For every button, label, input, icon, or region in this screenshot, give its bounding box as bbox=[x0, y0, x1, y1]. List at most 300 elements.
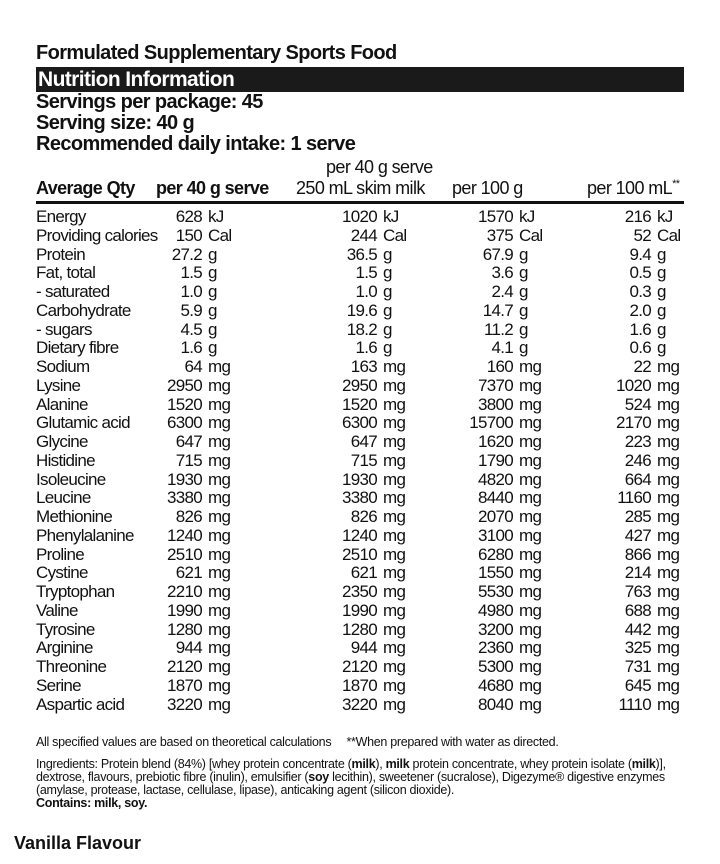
per-serve-value: 4.5 bbox=[180, 319, 202, 339]
milk-unit: g bbox=[383, 300, 392, 320]
section-title: Nutrition Information bbox=[36, 67, 684, 92]
per-serve-unit: mg bbox=[208, 525, 231, 545]
per-100ml-unit: mg bbox=[657, 357, 680, 376]
nutrient-name: Carbohydrate bbox=[36, 300, 131, 320]
per-100ml-unit: mg bbox=[657, 694, 680, 714]
header-per-serve: per 40 g serve bbox=[156, 178, 269, 198]
per-serve-value: 1280 bbox=[166, 619, 202, 639]
per-100g-value: 3200 bbox=[477, 619, 513, 639]
per-100g-value: 11.2 bbox=[483, 319, 513, 339]
milk-value: 944 bbox=[350, 638, 377, 658]
per-100g-unit: mg bbox=[519, 619, 542, 639]
per-100g-value: 160 bbox=[486, 357, 513, 376]
table-row bbox=[36, 433, 684, 452]
per-100ml-value: 427 bbox=[624, 525, 651, 545]
nutrient-name: Tyrosine bbox=[36, 619, 95, 639]
header-average-qty: Average Qty bbox=[36, 178, 135, 198]
milk-unit: mg bbox=[383, 638, 406, 658]
table-row bbox=[36, 377, 684, 396]
per-serve-value: 944 bbox=[175, 638, 202, 658]
milk-value: 3220 bbox=[341, 694, 377, 714]
table-row bbox=[36, 602, 684, 621]
per-100ml-unit: mg bbox=[657, 582, 680, 601]
per-100ml-unit: mg bbox=[657, 675, 680, 695]
milk-value: 244 bbox=[350, 225, 377, 245]
per-100ml-unit: mg bbox=[657, 657, 680, 676]
table-header bbox=[36, 155, 684, 199]
per-100g-value: 3100 bbox=[477, 525, 513, 545]
milk-unit: mg bbox=[383, 600, 406, 620]
milk-unit: mg bbox=[383, 525, 406, 545]
table-row bbox=[36, 321, 684, 340]
per-100ml-value: 731 bbox=[624, 657, 651, 676]
table-row bbox=[36, 396, 684, 415]
nutrient-name: Isoleucine bbox=[36, 469, 106, 489]
per-100g-unit: mg bbox=[519, 525, 542, 545]
per-serve-value: 2210 bbox=[166, 582, 202, 601]
product-title: Formulated Supplementary Sports Food bbox=[36, 42, 397, 64]
per-100g-value: 1570 bbox=[477, 207, 513, 226]
per-100g-unit: mg bbox=[519, 488, 542, 508]
milk-value: 2510 bbox=[341, 544, 377, 564]
milk-value: 6300 bbox=[341, 413, 377, 433]
per-serve-value: 1870 bbox=[166, 675, 202, 695]
per-serve-unit: mg bbox=[208, 375, 231, 395]
per-serve-value: 2950 bbox=[166, 375, 202, 395]
table-row bbox=[36, 227, 684, 246]
per-100ml-unit: mg bbox=[657, 450, 680, 470]
per-100g-unit: mg bbox=[519, 469, 542, 489]
per-100g-unit: g bbox=[519, 263, 528, 283]
per-100g-unit: g bbox=[519, 282, 528, 301]
serving-info bbox=[36, 92, 684, 155]
per-100ml-unit: mg bbox=[657, 563, 680, 583]
flavour-label: Vanilla Flavour bbox=[14, 833, 142, 853]
per-serve-value: 64 bbox=[184, 357, 202, 376]
per-100g-unit: mg bbox=[519, 507, 542, 526]
table-row bbox=[36, 677, 684, 696]
milk-value: 2120 bbox=[341, 657, 377, 676]
table-row bbox=[36, 471, 684, 490]
milk-unit: mg bbox=[383, 675, 406, 695]
table-row bbox=[36, 583, 684, 602]
per-serve-unit: mg bbox=[208, 657, 231, 676]
table-row bbox=[36, 302, 684, 321]
nutrient-name: - sugars bbox=[36, 319, 92, 339]
nutrient-name: Alanine bbox=[36, 394, 88, 414]
per-serve-unit: g bbox=[208, 300, 217, 320]
table-row bbox=[36, 264, 684, 283]
per-serve-value: 1930 bbox=[166, 469, 202, 489]
milk-unit: Cal bbox=[383, 225, 407, 245]
milk-value: 1240 bbox=[341, 525, 377, 545]
per-100g-value: 3.6 bbox=[491, 263, 513, 283]
nutrient-name: Valine bbox=[36, 600, 78, 620]
per-100g-unit: mg bbox=[519, 694, 542, 714]
per-100g-value: 1550 bbox=[477, 563, 513, 583]
nutrition-table bbox=[36, 208, 684, 714]
per-100ml-value: 52 bbox=[633, 225, 651, 245]
ingredients-text bbox=[36, 758, 684, 797]
nutrient-name: Arginine bbox=[36, 638, 93, 658]
table-row bbox=[36, 508, 684, 527]
ingredients-segment: ), bbox=[375, 757, 386, 771]
milk-unit: mg bbox=[383, 563, 406, 583]
per-100ml-unit: g bbox=[657, 244, 666, 264]
per-100ml-value: 325 bbox=[624, 638, 651, 658]
nutrient-name: Histidine bbox=[36, 450, 95, 470]
per-100ml-value: 246 bbox=[624, 450, 651, 470]
per-100ml-value: 2.0 bbox=[629, 300, 651, 320]
header-milk-bottom: 250 mL skim milk bbox=[296, 178, 425, 198]
per-100ml-value: 664 bbox=[624, 469, 651, 489]
per-serve-unit: mg bbox=[208, 469, 231, 489]
per-100ml-value: 763 bbox=[624, 582, 651, 601]
milk-value: 1520 bbox=[341, 394, 377, 414]
per-100g-value: 15700 bbox=[469, 413, 513, 433]
per-serve-unit: mg bbox=[208, 394, 231, 414]
footnote bbox=[36, 736, 684, 749]
per-100g-unit: mg bbox=[519, 375, 542, 395]
milk-value: 1280 bbox=[341, 619, 377, 639]
per-100ml-value: 866 bbox=[624, 544, 651, 564]
per-serve-unit: g bbox=[208, 319, 217, 339]
per-serve-value: 3220 bbox=[166, 694, 202, 714]
per-100ml-unit: mg bbox=[657, 638, 680, 658]
milk-unit: mg bbox=[383, 357, 406, 376]
per-100g-value: 4980 bbox=[477, 600, 513, 620]
allergen-statement: Contains: milk, soy. bbox=[36, 796, 148, 810]
nutrient-name: Providing calories bbox=[36, 225, 158, 245]
per-serve-value: 621 bbox=[175, 563, 202, 583]
per-100ml-value: 216 bbox=[624, 207, 651, 226]
ingredients-segment: protein concentrate, whey protein isolate ( bbox=[409, 757, 632, 771]
per-serve-value: 628 bbox=[175, 207, 202, 226]
header-per-100ml: per 100 mL** bbox=[587, 178, 680, 198]
per-serve-unit: mg bbox=[208, 413, 231, 433]
table-row bbox=[36, 489, 684, 508]
table-row bbox=[36, 621, 684, 640]
per-serve-unit: mg bbox=[208, 544, 231, 564]
allergen-word: soy bbox=[308, 770, 329, 784]
per-100ml-value: 2170 bbox=[615, 413, 651, 433]
nutrient-name: Protein bbox=[36, 244, 85, 264]
milk-value: 1020 bbox=[341, 207, 377, 226]
table-row bbox=[36, 339, 684, 358]
milk-unit: mg bbox=[383, 619, 406, 639]
milk-unit: mg bbox=[383, 375, 406, 395]
per-100g-value: 6280 bbox=[477, 544, 513, 564]
table-row bbox=[36, 658, 684, 677]
per-100g-value: 7370 bbox=[477, 375, 513, 395]
nutrient-name: Methionine bbox=[36, 507, 113, 526]
milk-unit: mg bbox=[383, 450, 406, 470]
header-rule bbox=[36, 201, 684, 204]
nutrient-name: Energy bbox=[36, 207, 86, 226]
table-row bbox=[36, 546, 684, 565]
milk-unit: mg bbox=[383, 394, 406, 414]
nutrient-name: Leucine bbox=[36, 488, 91, 508]
per-100ml-unit: mg bbox=[657, 600, 680, 620]
per-100g-value: 8440 bbox=[477, 488, 513, 508]
per-serve-unit: mg bbox=[208, 638, 231, 658]
per-serve-value: 150 bbox=[175, 225, 202, 245]
milk-unit: mg bbox=[383, 469, 406, 489]
header-per-100ml-marker: ** bbox=[672, 178, 680, 190]
per-100g-value: 4680 bbox=[477, 675, 513, 695]
nutrient-name: Cystine bbox=[36, 563, 88, 583]
per-100ml-unit: g bbox=[657, 282, 666, 301]
milk-value: 1.0 bbox=[355, 282, 377, 301]
milk-value: 1.6 bbox=[355, 338, 377, 358]
per-100ml-value: 1110 bbox=[618, 694, 651, 714]
per-serve-value: 1.5 bbox=[180, 263, 202, 283]
milk-value: 1.5 bbox=[355, 263, 377, 283]
nutrient-name: Proline bbox=[36, 544, 85, 564]
milk-value: 2350 bbox=[341, 582, 377, 601]
per-serve-value: 1520 bbox=[166, 394, 202, 414]
nutrient-name: Phenylalanine bbox=[36, 525, 134, 545]
per-serve-value: 1990 bbox=[166, 600, 202, 620]
per-100ml-unit: mg bbox=[657, 394, 680, 414]
per-100g-unit: g bbox=[519, 338, 528, 358]
per-serve-unit: Cal bbox=[208, 225, 232, 245]
per-serve-value: 1240 bbox=[166, 525, 202, 545]
per-serve-value: 6300 bbox=[166, 413, 202, 433]
per-serve-unit: mg bbox=[208, 619, 231, 639]
milk-value: 1990 bbox=[341, 600, 377, 620]
serving-size: Serving size: 40 g bbox=[36, 112, 195, 134]
per-100g-unit: mg bbox=[519, 357, 542, 376]
nutrition-panel bbox=[36, 40, 684, 714]
recommended-intake: Recommended daily intake: 1 serve bbox=[36, 133, 356, 155]
per-100g-unit: mg bbox=[519, 394, 542, 414]
milk-value: 18.2 bbox=[346, 319, 377, 339]
per-serve-unit: mg bbox=[208, 600, 231, 620]
milk-value: 2950 bbox=[341, 375, 377, 395]
table-row bbox=[36, 527, 684, 546]
milk-unit: g bbox=[383, 263, 392, 283]
nutrient-name: Aspartic acid bbox=[36, 694, 125, 714]
per-100ml-value: 22 bbox=[633, 357, 651, 376]
per-100ml-value: 1.6 bbox=[629, 319, 651, 339]
nutrient-name: Threonine bbox=[36, 657, 107, 676]
table-row bbox=[36, 414, 684, 433]
nutrient-name: Glutamic acid bbox=[36, 413, 130, 433]
footer bbox=[36, 736, 684, 810]
per-100g-value: 14.7 bbox=[482, 300, 513, 320]
per-100g-unit: mg bbox=[519, 544, 542, 564]
per-100ml-unit: mg bbox=[657, 525, 680, 545]
footnote-left: All specified values are based on theoretical calculations bbox=[36, 735, 332, 749]
per-100g-unit: mg bbox=[519, 432, 542, 451]
per-serve-unit: mg bbox=[208, 432, 231, 451]
milk-value: 1870 bbox=[341, 675, 377, 695]
nutrient-name: Dietary fibre bbox=[36, 338, 119, 358]
milk-unit: mg bbox=[383, 582, 406, 601]
milk-unit: mg bbox=[383, 507, 406, 526]
per-100g-value: 2360 bbox=[477, 638, 513, 658]
per-100g-value: 1790 bbox=[477, 450, 513, 470]
per-100ml-unit: g bbox=[657, 263, 666, 283]
per-100g-value: 3800 bbox=[477, 394, 513, 414]
per-100g-value: 2.4 bbox=[491, 282, 513, 301]
per-100g-value: 375 bbox=[486, 225, 513, 245]
nutrient-name: - saturated bbox=[36, 282, 110, 301]
milk-value: 163 bbox=[350, 357, 377, 376]
milk-unit: mg bbox=[383, 488, 406, 508]
table-row bbox=[36, 208, 684, 227]
per-100g-unit: mg bbox=[519, 675, 542, 695]
table-row bbox=[36, 452, 684, 471]
table-row bbox=[36, 564, 684, 583]
per-100g-value: 4.1 bbox=[491, 338, 513, 358]
per-100g-unit: mg bbox=[519, 638, 542, 658]
milk-value: 826 bbox=[350, 507, 377, 526]
nutrient-name: Sodium bbox=[36, 357, 90, 376]
nutrient-name: Fat, total bbox=[36, 263, 96, 283]
per-serve-value: 27.2 bbox=[171, 244, 202, 264]
per-100ml-unit: mg bbox=[657, 507, 680, 526]
per-100ml-unit: g bbox=[657, 319, 666, 339]
milk-unit: kJ bbox=[383, 207, 399, 226]
milk-value: 19.6 bbox=[346, 300, 377, 320]
table-row bbox=[36, 696, 684, 715]
per-100g-unit: mg bbox=[519, 657, 542, 676]
per-100g-unit: g bbox=[519, 300, 528, 320]
per-serve-unit: mg bbox=[208, 675, 231, 695]
milk-unit: mg bbox=[383, 413, 406, 433]
per-100ml-value: 223 bbox=[624, 432, 651, 451]
milk-unit: mg bbox=[383, 657, 406, 676]
milk-value: 3380 bbox=[341, 488, 377, 508]
per-serve-unit: g bbox=[208, 282, 217, 301]
allergen-word: milk bbox=[385, 757, 410, 771]
per-100ml-value: 214 bbox=[624, 563, 651, 583]
per-serve-unit: g bbox=[208, 263, 217, 283]
per-serve-unit: mg bbox=[208, 582, 231, 601]
milk-unit: g bbox=[383, 338, 392, 358]
per-serve-unit: mg bbox=[208, 563, 231, 583]
per-serve-value: 1.6 bbox=[180, 338, 202, 358]
ingredients-segment: lecithin), sweetener (sucralose), Digezyme® digestive enzymes (amylase, protease, lactase, cellulase, lipase), anticaking agent (silicon dioxide). bbox=[36, 770, 665, 797]
nutrition-rows bbox=[36, 208, 684, 714]
per-100ml-value: 0.5 bbox=[629, 263, 651, 283]
per-100ml-value: 0.6 bbox=[629, 338, 651, 358]
allergen-word: milk bbox=[631, 757, 656, 771]
per-100ml-unit: kJ bbox=[657, 207, 673, 226]
per-serve-unit: mg bbox=[208, 488, 231, 508]
milk-value: 621 bbox=[350, 563, 377, 583]
allergen-word: milk bbox=[351, 757, 376, 771]
per-serve-unit: mg bbox=[208, 694, 231, 714]
per-serve-value: 1.0 bbox=[180, 282, 202, 301]
per-100g-unit: g bbox=[519, 319, 528, 339]
per-100ml-unit: g bbox=[657, 338, 666, 358]
header-per-100g: per 100 g bbox=[452, 178, 523, 198]
table-row bbox=[36, 358, 684, 377]
per-100ml-value: 524 bbox=[624, 394, 651, 414]
per-100ml-value: 645 bbox=[624, 675, 651, 695]
footnote-right: **When prepared with water as directed. bbox=[346, 735, 559, 749]
per-serve-value: 5.9 bbox=[180, 300, 202, 320]
nutrient-name: Lysine bbox=[36, 375, 81, 395]
milk-value: 715 bbox=[350, 450, 377, 470]
per-100ml-unit: mg bbox=[657, 413, 680, 433]
per-serve-value: 647 bbox=[175, 432, 202, 451]
per-100g-unit: mg bbox=[519, 563, 542, 583]
per-100ml-unit: g bbox=[657, 300, 666, 320]
per-100g-unit: mg bbox=[519, 413, 542, 433]
per-serve-value: 2510 bbox=[166, 544, 202, 564]
per-100ml-unit: Cal bbox=[657, 225, 681, 245]
milk-unit: g bbox=[383, 319, 392, 339]
per-100g-unit: mg bbox=[519, 600, 542, 620]
per-100ml-value: 1160 bbox=[617, 488, 651, 508]
per-100g-value: 1620 bbox=[477, 432, 513, 451]
per-100g-unit: kJ bbox=[519, 207, 535, 226]
table-row bbox=[36, 283, 684, 302]
per-100ml-unit: mg bbox=[657, 432, 680, 451]
milk-unit: mg bbox=[383, 694, 406, 714]
milk-unit: g bbox=[383, 244, 392, 264]
table-row bbox=[36, 639, 684, 658]
per-100g-unit: mg bbox=[519, 582, 542, 601]
per-100ml-unit: mg bbox=[657, 488, 680, 508]
per-100ml-unit: mg bbox=[657, 375, 680, 395]
per-serve-unit: g bbox=[208, 338, 217, 358]
per-serve-unit: g bbox=[208, 244, 217, 264]
per-100ml-value: 688 bbox=[624, 600, 651, 620]
per-100ml-value: 285 bbox=[624, 507, 651, 526]
per-100g-value: 8040 bbox=[477, 694, 513, 714]
nutrient-name: Tryptophan bbox=[36, 582, 115, 601]
per-serve-unit: mg bbox=[208, 507, 231, 526]
milk-value: 647 bbox=[350, 432, 377, 451]
per-100g-value: 5530 bbox=[477, 582, 513, 601]
table-row bbox=[36, 246, 684, 265]
milk-unit: mg bbox=[383, 432, 406, 451]
servings-per-package: Servings per package: 45 bbox=[36, 91, 263, 113]
per-serve-unit: mg bbox=[208, 450, 231, 470]
per-100ml-unit: mg bbox=[657, 469, 680, 489]
per-100ml-value: 1020 bbox=[615, 375, 651, 395]
nutrient-name: Glycine bbox=[36, 432, 88, 451]
per-100ml-value: 9.4 bbox=[629, 244, 651, 264]
per-100g-unit: g bbox=[519, 244, 528, 264]
per-100g-value: 5300 bbox=[477, 657, 513, 676]
ingredients-segment: Ingredients: Protein blend (84%) [whey protein concentrate ( bbox=[36, 757, 352, 771]
per-100g-value: 67.9 bbox=[482, 244, 513, 264]
header-milk-top: per 40 g serve bbox=[326, 157, 433, 177]
per-serve-value: 2120 bbox=[166, 657, 202, 676]
per-100g-unit: mg bbox=[519, 450, 542, 470]
milk-unit: g bbox=[383, 282, 392, 301]
per-100ml-value: 0.3 bbox=[629, 282, 651, 301]
per-100ml-value: 442 bbox=[624, 619, 651, 639]
per-serve-unit: mg bbox=[208, 357, 231, 376]
per-serve-value: 826 bbox=[175, 507, 202, 526]
per-100ml-unit: mg bbox=[657, 544, 680, 564]
per-100g-unit: Cal bbox=[519, 225, 543, 245]
ingredients-segment: )], dextrose, flavours, prebiotic fibre (inulin), emulsifier ( bbox=[36, 757, 666, 784]
per-100g-value: 2070 bbox=[477, 507, 513, 526]
per-serve-value: 715 bbox=[175, 450, 202, 470]
per-serve-unit: kJ bbox=[208, 207, 224, 226]
per-100g-value: 4820 bbox=[477, 469, 513, 489]
per-100ml-unit: mg bbox=[657, 619, 680, 639]
milk-unit: mg bbox=[383, 544, 406, 564]
